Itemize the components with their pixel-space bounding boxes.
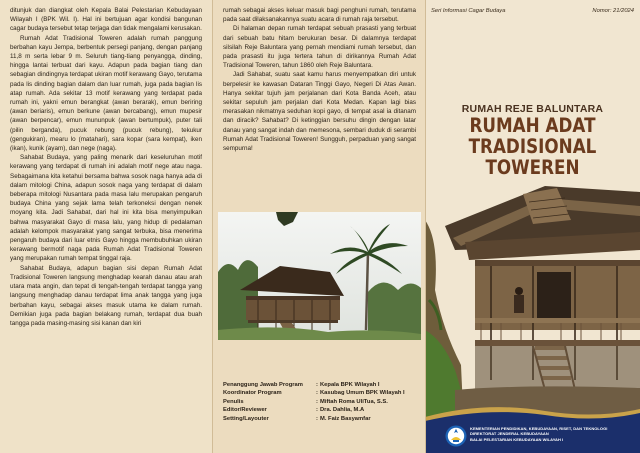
cover-title-line-2: TRADISIONAL TOWEREN: [468, 135, 597, 179]
paragraph-5: rumah sebagai akses keluar masuk bagi penghuni rumah, terutama pada saat dilaksanakannya suatu acara di rumah raja tersebut.: [223, 7, 416, 24]
fold-line-2: [425, 0, 426, 453]
fold-line-1: [212, 0, 213, 453]
cover-title: [440, 115, 625, 178]
paragraph-7: Jadi Sahabat, suatu saat kamu harus menyempatkan diri untuk berpelesir ke kawasan Dataran Tinggi Gayo, Negeri Di Atas Awan. Hanya sekitar tujuh jam perjalanan dari Kota Banda Aceh, atau sekitar sepuluh jam perjalan dari Kota Medan. Kapan lagi bias merasakan nikmatnya seduhan kopi gayo, di tempat asal ia ditanam dan diracik? Sahabat? Di ketinggian bersuhu dingin dengan latar danau yang sangat indah dan memesona, sembari duduk di serambi Rumah Adat Tradisional Toweren! Sungguh, perpaduan yang sangat sempurna!: [223, 71, 416, 153]
ministry-line-1: KEMENTERIAN PENDIDIKAN, KEBUDAYAAN, RISET, DAN TEKNOLOGI: [470, 426, 608, 431]
credit-row: Penanggung Jawab Program : Kepala BPK Wilayah I: [223, 382, 380, 388]
issue-number: Nomor: 21/2024: [592, 8, 634, 14]
ministry-line-2: DIREKTORAT JENDERAL KEBUDAYAAN: [470, 431, 549, 437]
cover-title-line-1: RUMAH ADAT: [469, 114, 596, 137]
left-text-panel: [0, 0, 212, 453]
middle-panel: [212, 0, 425, 453]
credit-row: Setting/Layouter : M. Faiz Basyamfar: [223, 415, 371, 422]
paragraph-4: Sahabat Budaya, adapun bagian sisi depan Rumah Adat Tradisional Toweren langsung menghadap kearah danau atau arah utara mata angin, dan tepat di tengah-tengah terdapat tangga yang langsung menghadap danau terdapat lima anak tangga yang juga berbahan kayu, sebagai akses masuk utama ke dalam rumah. Demikian juga pada bagian belakang rumah, terdapat dua buah tangga pada masing-masing sisi kanan dan kiri: [10, 264, 202, 327]
paragraph-3: Sahabat Budaya, yang paling menarik dari keseluruhan motif kerawang yang terdapat di rumah ini adalah motif nege atau naga. Sebagaimana kita ketahui bersama bahwa sosok naga hanya ada di dalam mitologi China, adapun sosok naga yang terdapat di dalam beberapa mitologi Nusantara pada masa lalu merupakan pengaruh budaya China yang sejak lama telah terkoneksi dengan nenek moyang kita. Jadi Sahabat, dari hal ini kita bisa menyimpulkan bahwa masyarakat Gayo di masa lalu, yang hidup di pedalaman adalah kelompok masyarakat yang sangat terbuka, bisa menerima pengaruh budaya dari luar etnis Gayo hingga membubuhkan ukiran kerawang bermotif naga pada Rumah Adat Tradisional Toweren yang merupakan rumah tempat tinggal raja.: [10, 154, 202, 263]
credit-row: Editor/Reviewer : Dra. Dahlia, M.A: [223, 407, 365, 414]
paragraph-6: Di halaman depan rumah terdapat sebuah prasasti yang terbuat dari sebuah batu hitam berukuran besar. Di dalamnya terdapat silsilah Reje Baluntara yang pernah mendiami rumah tersebut, dan pada prasasti itu juga tertera tahun di dirikannya Rumah Adat Tradisional Toweren, tahun 1860 oleh Reje Baluntara.: [223, 25, 416, 70]
paragraph-1: ditunjuk dan diangkat oleh Kepala Balai Pelestarian Kebudayaan Wilayah I (BPK Wil. I). Hal ini bertujuan agar kondisi bangunan cagar budaya tersebut tetap terjaga dan tidak mengalami kerusakan.: [10, 7, 202, 33]
series-label: Seri Informasi Cagar Budaya: [431, 8, 506, 14]
house-photo: [218, 212, 421, 340]
cover-subtitle: RUMAH REJE BALUNTARA: [461, 103, 604, 115]
tut-wuri-handayani-logo: [445, 425, 467, 447]
ministry-line-3: BALAI PELESTARIAN KEBUDAYAAN WILAYAH I: [470, 436, 564, 442]
ministry-block: [470, 426, 638, 442]
credit-row: Penulis : Miftah Roma UliTua, S.S.: [223, 398, 388, 405]
cover-panel: [425, 0, 640, 453]
house-photo-image: [218, 212, 421, 340]
paragraph-2: Rumah Adat Tradisional Toweren adalah rumah panggung berbahan kayu Jempa, berbentuk persegi panjang, dengan panjang 11,8 m serta lebar 9 m. Seluruh tiang-tiang penyangga, dinding, hingga lantai terbuat dari kayu. Adapun pada bagian tiang dan sebagian dindingnya terdapat ukiran motif kerawang Gayo, terutama pada lis dinding bagian dalam dan luar rumah, juga pada bagian lis atap rumah. Ada sekitar 13 motif kerawang yang terdapat pada rumah ini, yakni emun berangkat (awan berarak), emun beriring (awan beriaris), emun berkune (awan bercabang), emun mupesir (awan berpencar), emun mununpuk (awan bertumpuk), puter tali (pilin berganda), pucuk rebung (pucuk rebung), tekukur (gengukiran), mearu lo (matahari), sara kopar (sara kempat), iken (ikan), kunik (ayam), dan nege (naga).: [10, 34, 202, 153]
credits-block: [223, 381, 423, 423]
credit-row: Koordinator Program : Kasubag Umum BPK Wilayah I: [223, 390, 405, 397]
